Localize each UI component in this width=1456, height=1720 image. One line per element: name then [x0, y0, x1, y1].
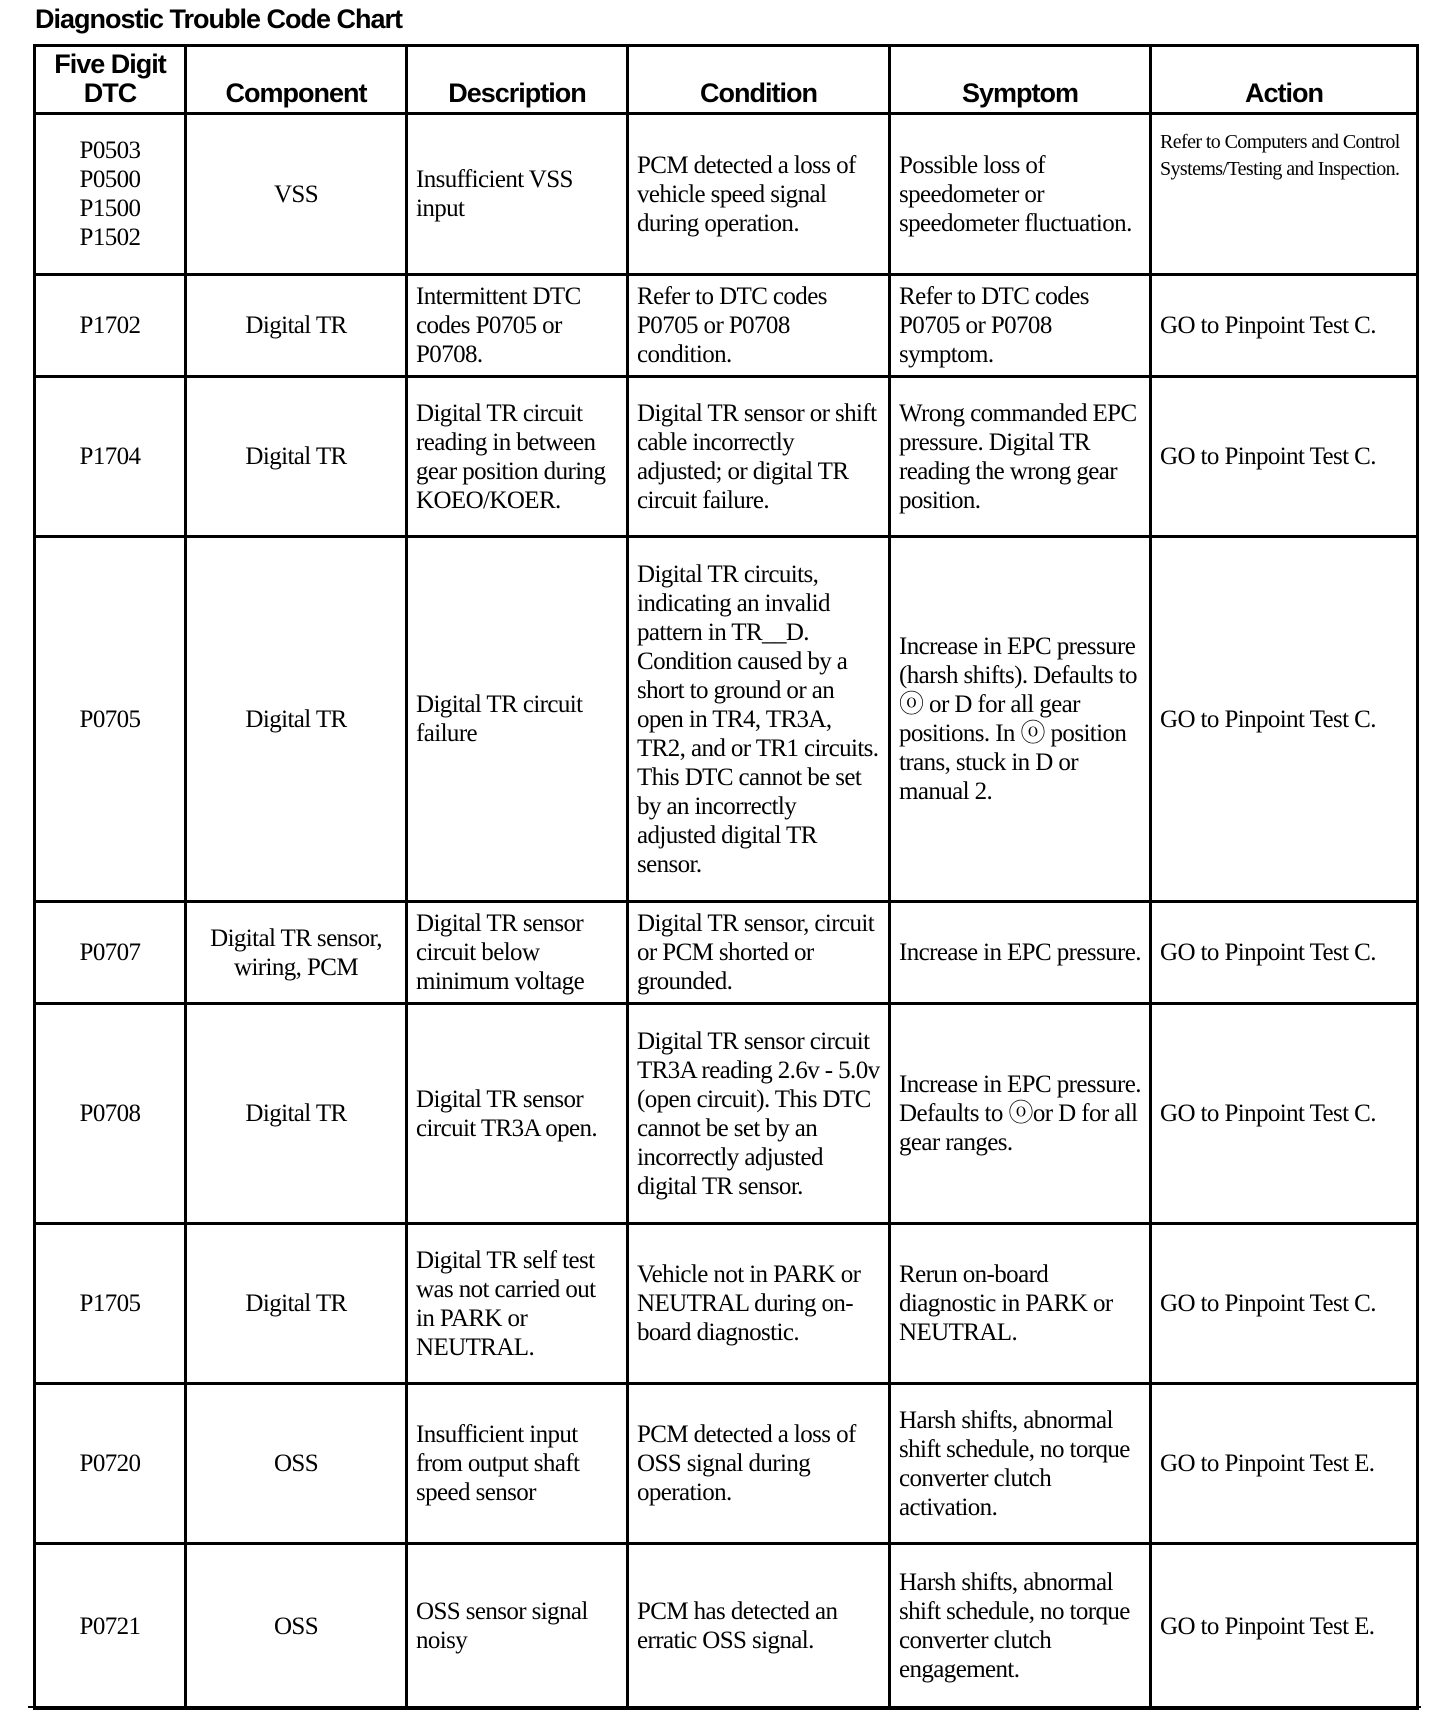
- table-row: [35, 275, 1418, 377]
- header-code: Five Digit DTC: [35, 46, 186, 114]
- header-row: [35, 46, 1418, 114]
- condition-cell: PCM has detected an erratic OSS signal.: [628, 1544, 890, 1709]
- description-cell: Digital TR self test was not carried out in PARK or NEUTRAL.: [407, 1224, 628, 1384]
- symptom-cell: Harsh shifts, abnormal shift schedule, no torque converter clutch engagement.: [890, 1544, 1151, 1709]
- component-cell: Digital TR: [186, 275, 407, 377]
- dtc-code-cell: P0720: [35, 1384, 186, 1544]
- table-row: [35, 902, 1418, 1004]
- table-row: [35, 377, 1418, 537]
- bottom-rule: [28, 1706, 1421, 1708]
- table-row: [35, 1544, 1418, 1709]
- dtc-code-cell: P0721: [35, 1544, 186, 1709]
- table-row: [35, 1224, 1418, 1384]
- symptom-cell: Possible loss of speedometer or speedometer fluctuation.: [890, 114, 1151, 275]
- description-cell: Digital TR sensor circuit TR3A open.: [407, 1004, 628, 1224]
- description-cell: Insufficient input from output shaft speed sensor: [407, 1384, 628, 1544]
- dtc-code-cell: P0707: [35, 902, 186, 1004]
- condition-cell: Digital TR sensor or shift cable incorrectly adjusted; or digital TR circuit failure.: [628, 377, 890, 537]
- symptom-cell: Increase in EPC pressure (harsh shifts). Defaults to ⓞ or D for all gear positions. In ⓞ position trans, stuck in D or manual 2.: [890, 537, 1151, 902]
- dtc-code-cell: P0503 P0500 P1500 P1502: [35, 114, 186, 275]
- dtc-code-cell: P1704: [35, 377, 186, 537]
- action-cell: GO to Pinpoint Test E.: [1151, 1544, 1418, 1709]
- component-cell: OSS: [186, 1544, 407, 1709]
- table-header: [35, 46, 1418, 114]
- action-cell: GO to Pinpoint Test C.: [1151, 377, 1418, 537]
- description-cell: Intermittent DTC codes P0705 or P0708.: [407, 275, 628, 377]
- condition-cell: PCM detected a loss of vehicle speed signal during operation.: [628, 114, 890, 275]
- header-description: Description: [407, 46, 628, 114]
- dtc-code-cell: P1702: [35, 275, 186, 377]
- action-cell: GO to Pinpoint Test C.: [1151, 1224, 1418, 1384]
- action-cell: GO to Pinpoint Test C.: [1151, 537, 1418, 902]
- condition-cell: Digital TR sensor circuit TR3A reading 2.6v - 5.0v (open circuit). This DTC cannot be set by an incorrectly adjusted digital TR sensor.: [628, 1004, 890, 1224]
- symptom-cell: Refer to DTC codes P0705 or P0708 symptom.: [890, 275, 1151, 377]
- dtc-table: [33, 44, 1419, 1710]
- symptom-cell: Rerun on-board diagnostic in PARK or NEUTRAL.: [890, 1224, 1151, 1384]
- table-row: [35, 1004, 1418, 1224]
- header-condition: Condition: [628, 46, 890, 114]
- table-row: [35, 1384, 1418, 1544]
- symptom-cell: Increase in EPC pressure.: [890, 902, 1151, 1004]
- header-symptom: Symptom: [890, 46, 1151, 114]
- description-cell: OSS sensor signal noisy: [407, 1544, 628, 1709]
- component-cell: Digital TR: [186, 1224, 407, 1384]
- condition-cell: Vehicle not in PARK or NEUTRAL during on-board diagnostic.: [628, 1224, 890, 1384]
- description-cell: Insufficient VSS input: [407, 114, 628, 275]
- dtc-code-cell: P0708: [35, 1004, 186, 1224]
- action-cell: GO to Pinpoint Test C.: [1151, 1004, 1418, 1224]
- dtc-code-cell: P1705: [35, 1224, 186, 1384]
- component-cell: Digital TR sensor, wiring, PCM: [186, 902, 407, 1004]
- component-cell: VSS: [186, 114, 407, 275]
- action-cell: Refer to Computers and Control Systems/Testing and Inspection.: [1151, 114, 1418, 275]
- action-cell: GO to Pinpoint Test E.: [1151, 1384, 1418, 1544]
- page-title: Diagnostic Trouble Code Chart: [35, 4, 403, 34]
- symptom-cell: Wrong commanded EPC pressure. Digital TR reading the wrong gear position.: [890, 377, 1151, 537]
- condition-cell: PCM detected a loss of OSS signal during operation.: [628, 1384, 890, 1544]
- table-row: [35, 537, 1418, 902]
- dtc-code-cell: P0705: [35, 537, 186, 902]
- component-cell: Digital TR: [186, 537, 407, 902]
- description-cell: Digital TR circuit reading in between gear position during KOEO/KOER.: [407, 377, 628, 537]
- header-component: Component: [186, 46, 407, 114]
- action-cell: GO to Pinpoint Test C.: [1151, 275, 1418, 377]
- component-cell: OSS: [186, 1384, 407, 1544]
- condition-cell: Refer to DTC codes P0705 or P0708 condition.: [628, 275, 890, 377]
- symptom-cell: Harsh shifts, abnormal shift schedule, no torque converter clutch activation.: [890, 1384, 1151, 1544]
- condition-cell: Digital TR circuits, indicating an invalid pattern in TR__D. Condition caused by a short to ground or an open in TR4, TR3A, TR2, and or TR1 circuits. This DTC cannot be set by an incorrectly adjusted digital TR sensor.: [628, 537, 890, 902]
- description-cell: Digital TR sensor circuit below minimum voltage: [407, 902, 628, 1004]
- component-cell: Digital TR: [186, 1004, 407, 1224]
- symptom-cell: Increase in EPC pressure. Defaults to ⓞor D for all gear ranges.: [890, 1004, 1151, 1224]
- table-row: [35, 114, 1418, 275]
- condition-cell: Digital TR sensor, circuit or PCM shorted or grounded.: [628, 902, 890, 1004]
- action-cell: GO to Pinpoint Test C.: [1151, 902, 1418, 1004]
- header-action: Action: [1151, 46, 1418, 114]
- component-cell: Digital TR: [186, 377, 407, 537]
- description-cell: Digital TR circuit failure: [407, 537, 628, 902]
